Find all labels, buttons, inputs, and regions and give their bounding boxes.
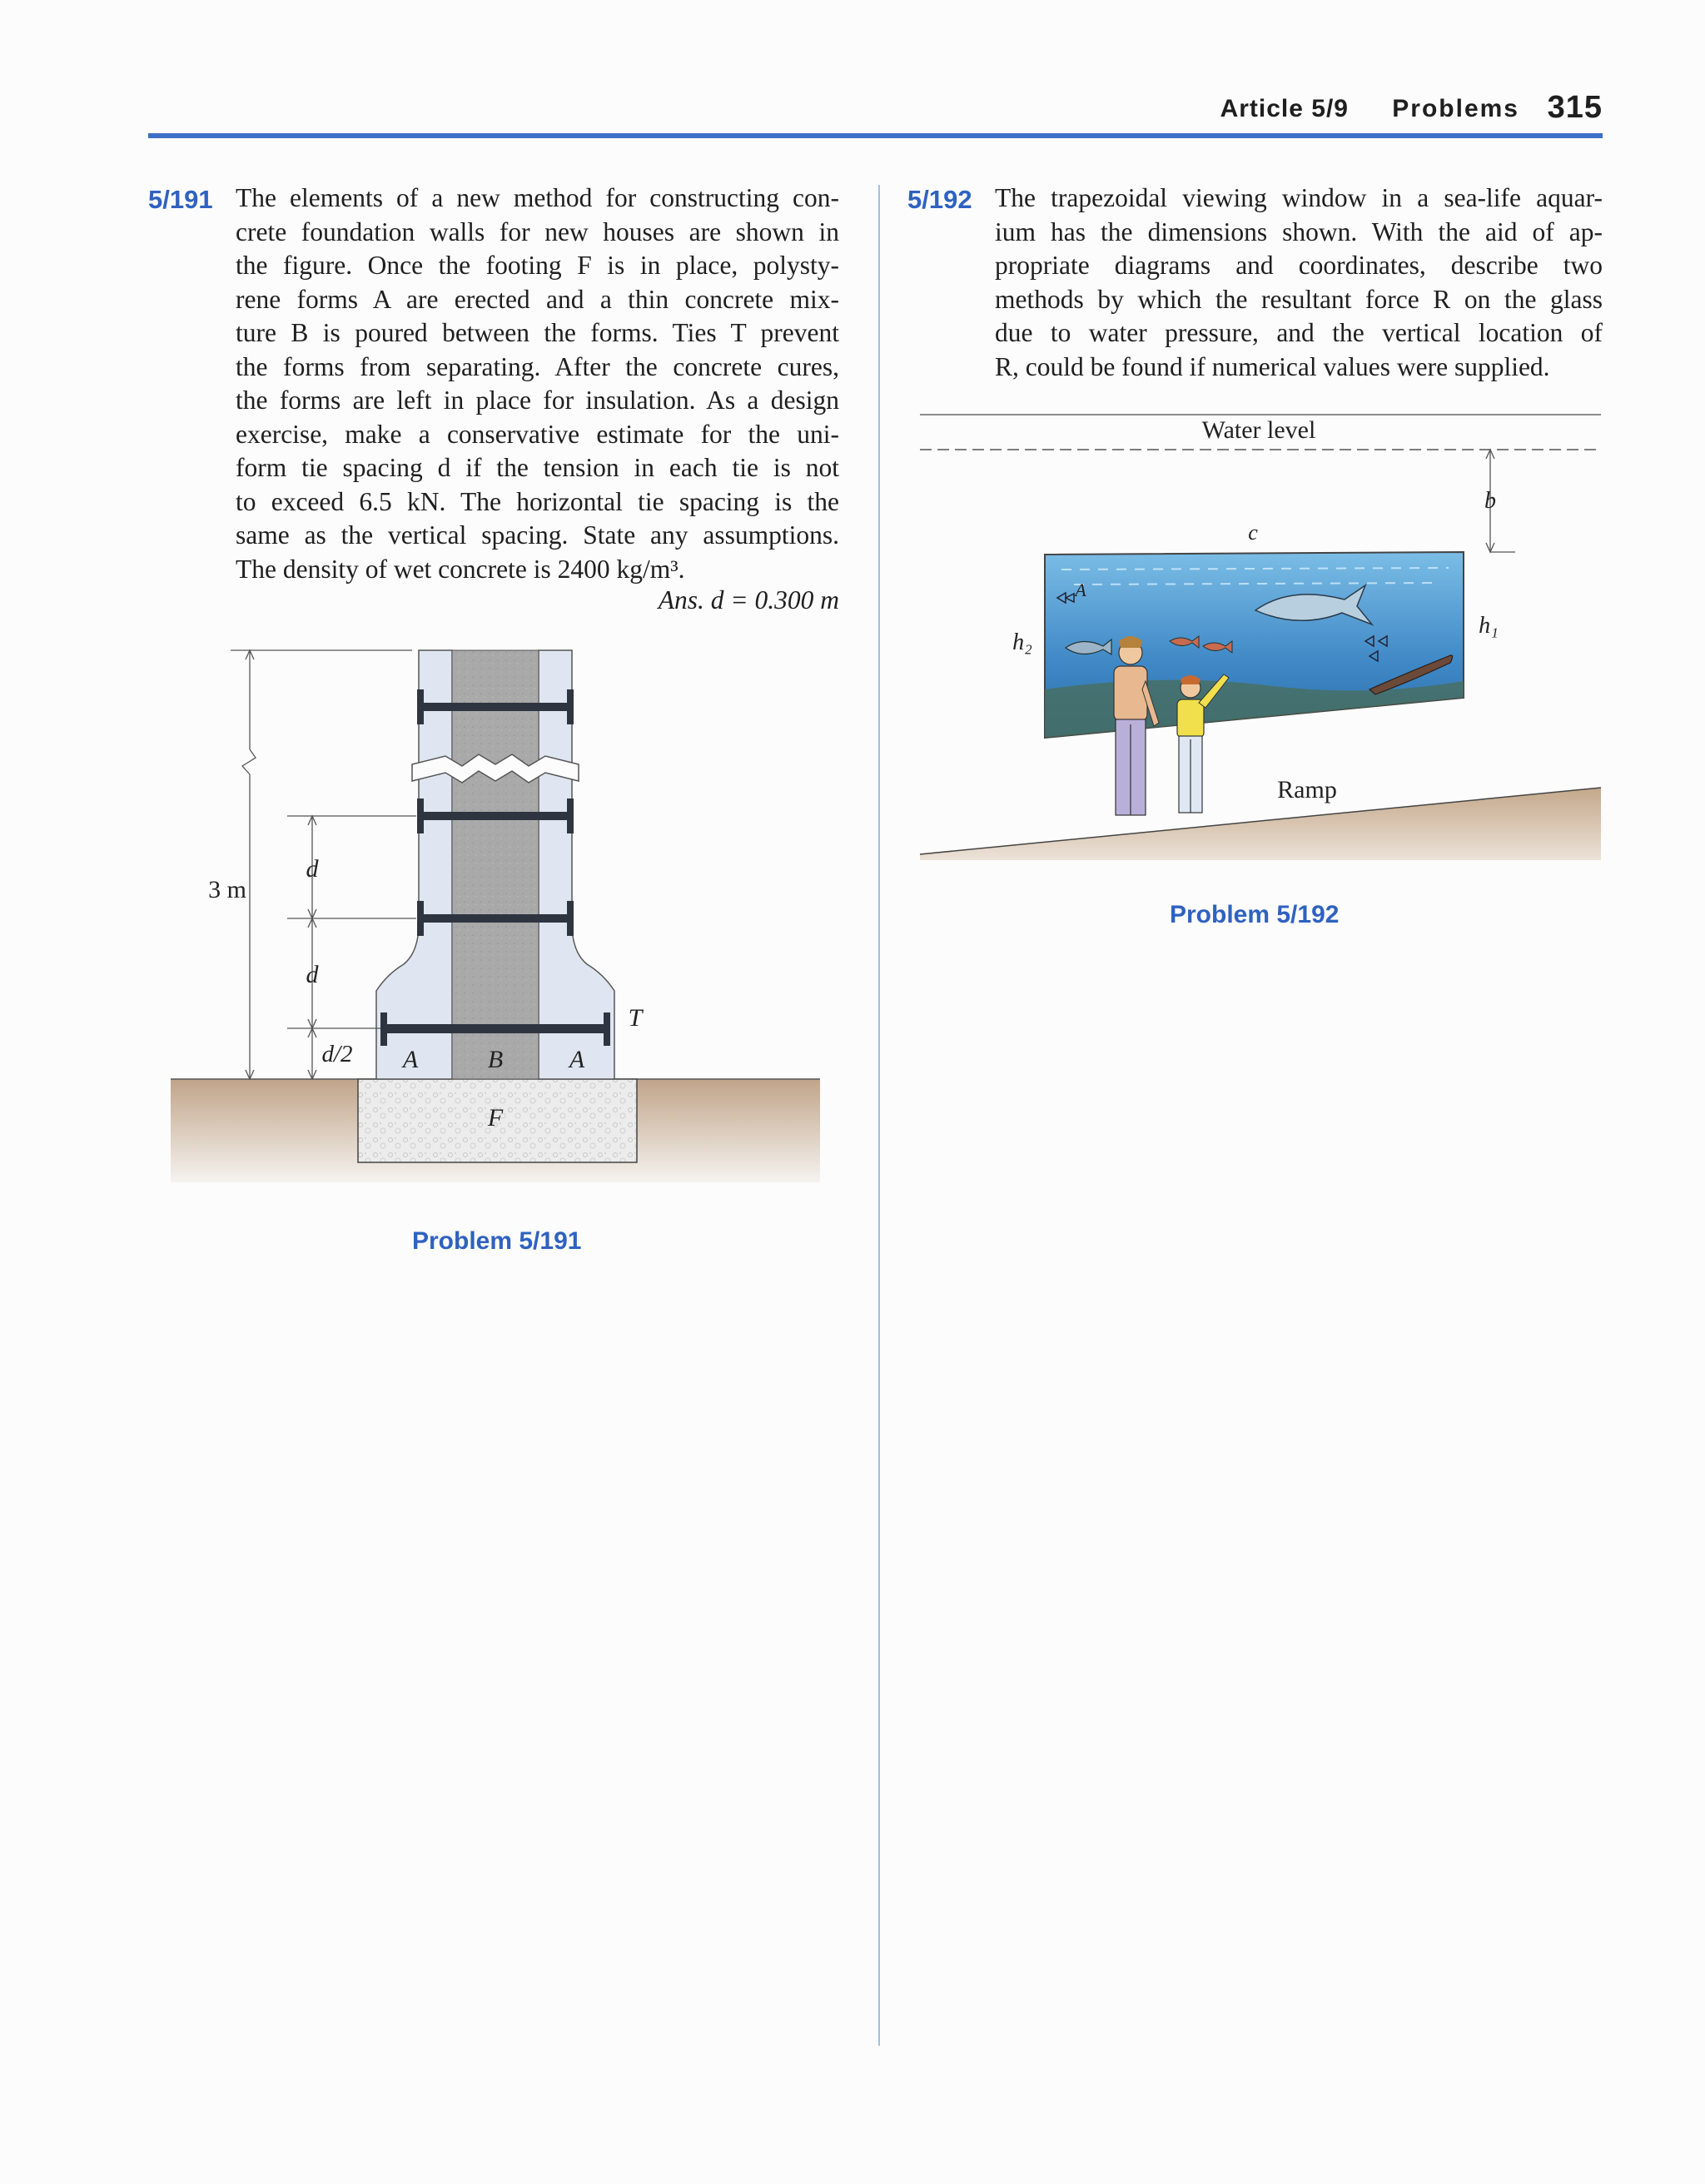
running-header xyxy=(999,90,1603,132)
label-a: A xyxy=(1075,580,1086,600)
label-ramp: Ramp xyxy=(1277,776,1337,803)
text-line: due to water pressure, and the vertical location of xyxy=(995,318,1603,347)
text-line: same as the vertical spacing. State any assumptions. xyxy=(236,520,839,550)
problem-191-number: 5/191 xyxy=(148,185,213,214)
text-line: The trapezoidal viewing window in a sea-life aquar- xyxy=(995,183,1603,212)
text-line: the forms from separating. After the concrete cures, xyxy=(236,351,839,381)
page-number: 315 xyxy=(1547,90,1603,125)
text-line: to exceed 6.5 kN. The horizontal tie spacing is the xyxy=(236,486,839,516)
figure-191 xyxy=(162,641,828,1207)
text-line: form tie spacing d if the tension in each tie is not xyxy=(236,453,839,482)
text-line: rene forms A are erected and a thin concrete mix- xyxy=(236,284,839,314)
label-concrete: B xyxy=(487,1046,504,1073)
label-h1: h₁ xyxy=(1479,613,1499,639)
text-line: R, could be found if numerical values were supplied. xyxy=(995,351,1550,381)
text-line: exercise, make a conservative estimate for the uni- xyxy=(236,419,839,449)
problem-191-text xyxy=(236,182,839,586)
problem-191-answer: Ans. d = 0.300 m xyxy=(658,585,839,614)
label-water-level: Water level xyxy=(1201,416,1316,444)
label-footing: F xyxy=(487,1104,504,1132)
label-3m: 3 m xyxy=(208,876,246,903)
text-line: crete foundation walls for new houses are shown in xyxy=(236,216,839,246)
label-form-right: A xyxy=(569,1046,585,1073)
problem-192-number: 5/192 xyxy=(907,185,972,214)
form-right xyxy=(539,650,614,1079)
label-form-left: A xyxy=(402,1046,419,1073)
label-tie: T xyxy=(628,1004,643,1032)
figure-192 xyxy=(916,406,1607,881)
header-section: Problems xyxy=(1392,95,1519,122)
text-line: the forms are left in place for insulation. As a design xyxy=(236,386,839,415)
text-line: methods by which the resultant force R on the glass xyxy=(995,284,1603,314)
label-d-upper: d xyxy=(306,855,319,883)
label-h2: h₂ xyxy=(1012,629,1032,655)
text-line: The elements of a new method for constructing con- xyxy=(236,183,839,212)
form-left xyxy=(376,650,452,1079)
problem-192-text xyxy=(995,182,1603,384)
column-divider xyxy=(878,185,880,2046)
figure-191-caption: Problem 5/191 xyxy=(412,1227,582,1255)
label-c: c xyxy=(1248,520,1258,545)
text-line: ture B is poured between the forms. Ties T prevent xyxy=(236,318,839,347)
text-line: ium has the dimensions shown. With the aid of ap- xyxy=(995,216,1603,246)
figure-192-caption: Problem 5/192 xyxy=(1170,901,1340,928)
label-d-lower: d xyxy=(306,961,319,988)
label-d-half: d/2 xyxy=(321,1041,353,1067)
text-line: propriate diagrams and coordinates, describe two xyxy=(995,251,1603,280)
concrete-core xyxy=(452,650,539,1079)
ramp xyxy=(920,788,1601,860)
header-rule xyxy=(148,133,1603,138)
text-line: the figure. Once the footing F is in place, polysty- xyxy=(236,251,839,280)
header-article: Article 5/9 xyxy=(1220,95,1349,122)
label-b: b xyxy=(1484,488,1496,514)
text-line: The density of wet concrete is 2400 kg/m³. xyxy=(236,554,685,584)
